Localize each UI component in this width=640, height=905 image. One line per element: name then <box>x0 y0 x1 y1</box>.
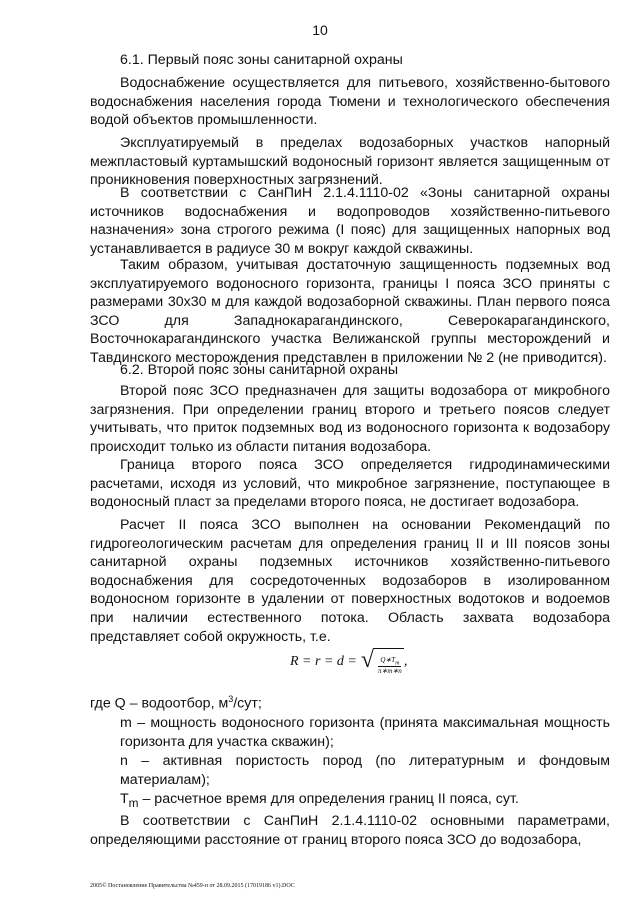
square-root <box>361 648 404 675</box>
legend-q: где Q – водоотбор, $м^3$/сут; <box>90 694 262 712</box>
paragraph: Эксплуатируемый в пределах водозаборных участков напорный межпластовый куртамышский водоносный горизонт является защищенным от проникновения поверхностных загрязнений. <box>90 135 610 189</box>
legend-t: $T_m$ – расчетное время для определения границ II пояса, сут. <box>120 791 519 810</box>
formula-lhs: R = r = d = <box>290 653 357 669</box>
radius-formula: R = r = d = √ $\frac{Q∗T_m}{\pi∗m∗n}$ , <box>290 647 408 676</box>
document-footer: 2005© Постановление Правительства №459-п от 28.09.2015 (17019186 v1).DOC <box>90 883 295 889</box>
formula-fraction <box>378 656 402 675</box>
paragraph: В соответствии с СанПиН 2.1.4.1110-02 «Зоны санитарной охраны источников водоснабжения и водопроводов хозяйственно-питьевого назначения» зона строгого режима (I пояс) для защищенных напорных вод устанавливается в радиусе 30 м вокруг каждой скважины. <box>90 185 610 257</box>
section-6-2-heading: 6.2. Второй пояс зоны санитарной охраны <box>120 362 399 378</box>
formula-numerator: Q∗T <box>380 656 396 664</box>
paragraph: Водоснабжение осуществляется для питьевого, хозяйственно-бытового водоснабжения населения города Тюмени и технологического обеспечения водой объектов промышленности. <box>90 75 610 129</box>
paragraph: Граница второго пояса ЗСО определяется гидродинамическими расчетами, исходя из условий, что микробное загрязнение, поступающее в водоносный пласт за пределами второго пояса, не достигает водозабора. <box>90 457 610 511</box>
paragraph: Второй пояс ЗСО предназначен для защиты водозабора от микробного загрязнения. При определении границ второго и третьего поясов следует учитывать, что приток подземных вод из водоносного горизонта к водозабору происходит только из области питания водозабора. <box>90 383 610 455</box>
paragraph: Расчет II пояса ЗСО выполнен на основании Рекомендаций по гидрогеологическим расчетам для определения границ II и III поясов зоны санитарной охраны подземных источников хозяйственно-питьевого водоснабжения для сосредоточенных водозаборов в изолированном водоносном горизонте в удалении от поверхностных водотоков и водоемов при наличии естественного потока. Область захвата водозабора представляет собой окружность, т.е. <box>90 517 610 645</box>
page-number: 10 <box>312 22 328 38</box>
legend-m: m – мощность водоносного горизонта (принята максимальная мощность горизонта для участка скважин); <box>120 715 610 750</box>
formula-denominator: π∗m∗n <box>378 667 402 676</box>
paragraph: Таким образом, учитывая достаточную защищенность подземных вод эксплуатируемого водоносного горизонта, границы I пояса ЗСО приняты с размерами 30х30 м для каждой водозаборной скважины. План первого пояса ЗСО для Западнокарагандинского, Северокарагандинского, Восточнокарагандинского участка Велижанской группы месторождений и Тавдинского месторождения представлен в приложении № 2 (не приводится). <box>90 257 610 366</box>
closing-paragraph: В соответствии с СанПиН 2.1.4.1110-02 основными параметрами, определяющими расстояние от границ второго пояса ЗСО до водозабора, <box>90 813 610 848</box>
legend-n: n – активная пористость пород (по литературным и фондовым материалам); <box>120 753 610 788</box>
radical-sign-icon: √ <box>360 647 375 673</box>
section-6-1-heading: 6.1. Первый пояс зоны санитарной охраны <box>120 52 403 68</box>
formula-numerator-sub: m <box>395 660 400 667</box>
